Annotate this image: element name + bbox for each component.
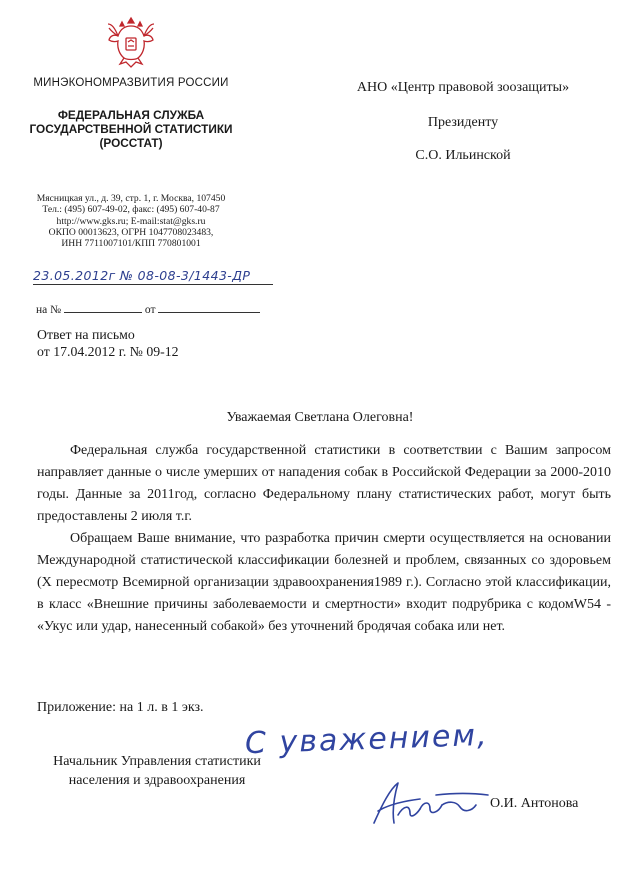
ministry-name: МИНЭКОНОМРАЗВИТИЯ РОССИИ	[33, 77, 229, 89]
reference-number-blank	[64, 302, 142, 313]
letter-body	[37, 440, 611, 638]
appendix-note: Приложение: на 1 л. в 1 экз.	[37, 700, 204, 715]
contact-web: http://www.gks.ru; E-mail:stat@gks.ru	[56, 215, 206, 227]
signer-name: О.И. Антонова	[490, 796, 579, 811]
reply-reference	[37, 326, 179, 360]
agency-name	[0, 108, 262, 150]
position-line: населения и здравоохранения	[68, 773, 246, 788]
registration-underline	[33, 284, 273, 285]
reference-date-label: от	[144, 304, 156, 316]
recipient-organization: АНО «Центр правовой зоозащиты»	[356, 80, 570, 95]
contact-inn: ИНН 7711007101/КПП 770801001	[61, 238, 201, 250]
agency-contacts	[0, 193, 262, 249]
salutation: Уважаемая Светлана Олеговна!	[226, 410, 414, 425]
reference-number-label: на №	[36, 304, 62, 316]
agency-name-line: (РОССТАТ)	[99, 136, 163, 150]
contact-okpo: ОКПО 00013623, ОГРН 1047708023483,	[48, 226, 214, 238]
recipient-name: С.О. Ильинской	[415, 148, 511, 163]
handwritten-closing: С уважением,	[244, 717, 490, 762]
recipient-title: Президенту	[427, 115, 499, 130]
contact-phone: Тел.: (495) 607-49-02, факс: (495) 607-40-87	[42, 204, 220, 216]
body-paragraph: Обращаем Ваше внимание, что разработка причин смерти осуществляется на основании Международной статистической классификации болезней и проблем, связанных со здоровьем (X пересмотр Всемирной организации здравоохранения1989 г.). Согласно этой классификации, в класс «Внешние причины заболеваемости и смертности» входит подрубрика с кодомW54 - «Укус или удар, нанесенный собакой» без уточнений бродячая собака или нет.	[37, 531, 611, 634]
reply-line: Ответ на письмо	[37, 327, 135, 342]
registration-number: 23.05.2012г № 08-08-3/1443-ДР	[33, 268, 251, 283]
handwritten-signature	[364, 775, 494, 835]
signatory-position	[37, 752, 277, 790]
coat-of-arms-emblem	[106, 14, 156, 72]
reply-line: от 17.04.2012 г. № 09-12	[37, 344, 179, 359]
recipient-block	[318, 78, 608, 165]
body-paragraph: Федеральная служба государственной статистики в соответствии с Вашим запросом направляет данные о числе умерших от нападения собак в Российской Федерации за 2000-2010 годы. Данные за 2011год, согласно Федеральному плану статистических работ, могут быть предоставлены 2 июля т.г.	[37, 443, 611, 524]
agency-name-line: ГОСУДАРСТВЕННОЙ СТАТИСТИКИ	[29, 122, 233, 136]
position-line: Начальник Управления статистики	[53, 754, 261, 769]
reference-date-blank	[158, 302, 260, 313]
registration-field	[33, 268, 278, 288]
contact-address: Мясницкая ул., д. 39, стр. 1, г. Москва, 107450	[36, 193, 226, 204]
agency-name-line: ФЕДЕРАЛЬНАЯ СЛУЖБА	[57, 108, 205, 122]
reference-row	[36, 302, 260, 316]
